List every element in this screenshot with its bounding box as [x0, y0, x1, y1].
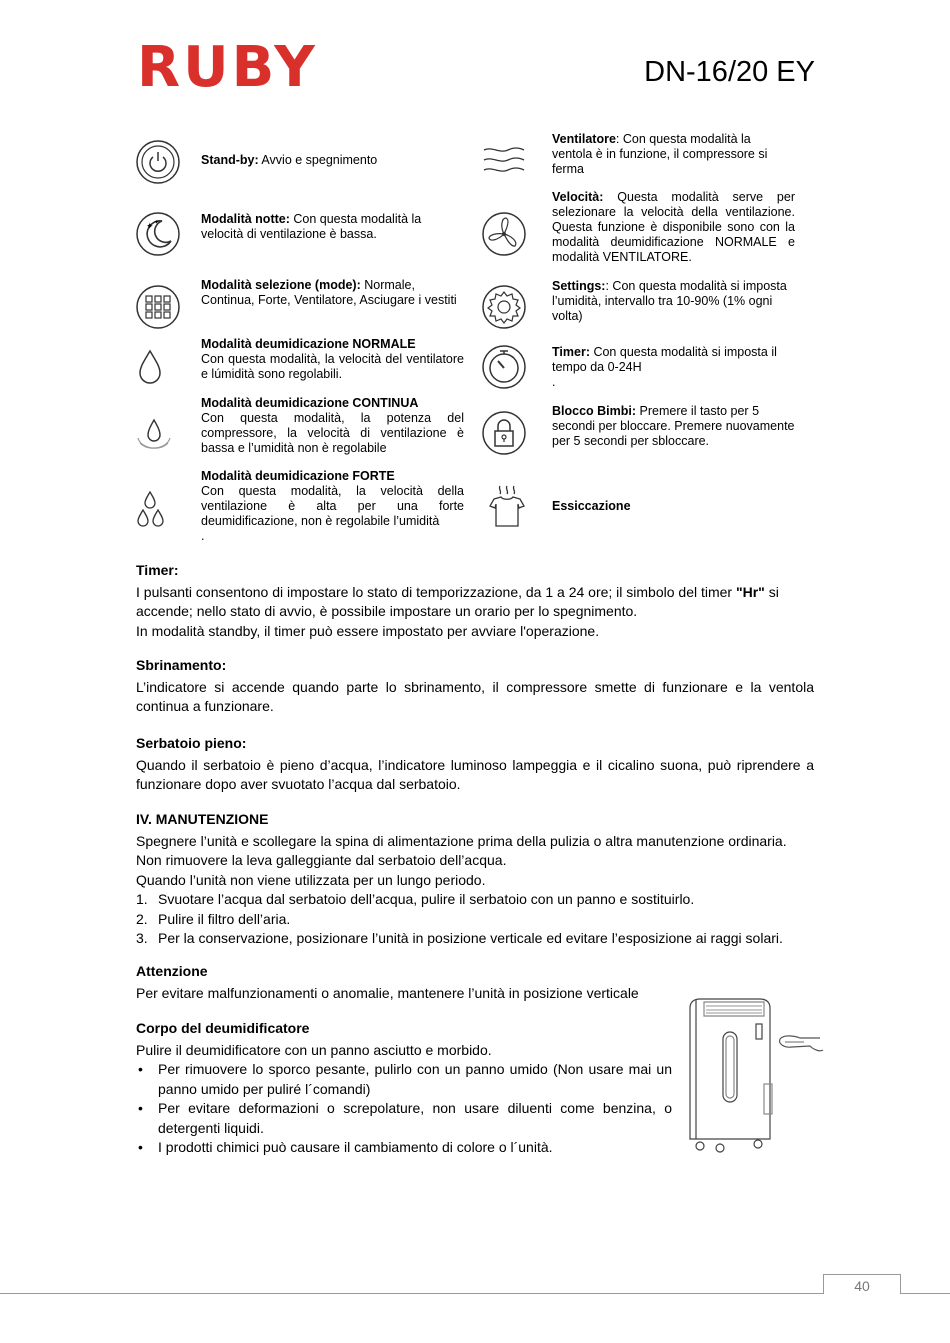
body-intro: Pulire il deumidificatore con un panno asciutto e morbido.	[136, 1041, 492, 1058]
feature-fan: Ventilatore: Con questa modalità la ventola è in funzione, il compressore si ferma	[552, 132, 768, 176]
defrost-section	[136, 656, 814, 717]
feature-normal: Modalità deumidicazione NORMALE Con questa modalità, la velocità del ventilatore e lúmidità sono regolabili.	[201, 337, 464, 381]
feature-speed: Velocità: Questa modalità serve per selezionare la velocità della ventilazione. Questa funzione è disponibile sono con la modalità deumidificazione NORMALE e modalità VENTILATORE.	[552, 190, 795, 264]
defrost-text: L’indicatore si accende quando parte lo sbrinamento, il compressore smette di funzionare e la ventola continua a funzionare.	[136, 678, 814, 714]
tank-heading: Serbatoio pieno:	[136, 735, 247, 751]
body-heading: Corpo del deumidificatore	[136, 1020, 310, 1036]
maintenance-line: Quando l’unità non viene utilizzata per un lungo periodo.	[136, 871, 486, 888]
ruby-logo: RUBY	[137, 35, 318, 100]
feature-settings: Settings:: Con questa modalità si imposta l’umidità, intervallo tra 10-90% (1% ogni volta)	[552, 279, 787, 323]
list-item: 3. Per la conservazione, posizionare l’unità in posizione verticale ed evitare l’esposizione ai raggi solari.	[136, 930, 783, 946]
feature-timer: Timer: Con questa modalità si imposta il tempo da 0-24H .	[552, 345, 777, 389]
mode-grid-icon	[134, 283, 182, 331]
feature-continuous: Modalità deumidicazione CONTINUA Con questa modalità, la potenza del compressore, la velocità di ventilazione è bassa e l’umidità non è regolabile	[201, 396, 464, 455]
body-bullets	[136, 1060, 672, 1158]
model-number: DN-16/20 EY	[644, 56, 815, 88]
three-drops-icon	[132, 486, 180, 534]
list-item: 2. Pulire il filtro dell’aria.	[136, 910, 291, 927]
svg-text:✦: ✦	[146, 222, 154, 232]
feature-night-mode: Modalità notte: Con questa modalità la velocità di ventilazione è bassa.	[201, 212, 422, 241]
feature-strong: Modalità deumidicazione FORTE Con questa modalità, la velocità della ventilazione è alta per una forte deumidificazione, non è regolabile l’umidità .	[201, 469, 464, 543]
maintenance-line: Non rimuovere la leva galleggiante dal serbatoio dell’acqua.	[136, 852, 507, 868]
timer-heading: Timer:	[136, 562, 179, 578]
timer-text-1: I pulsanti consentono di impostare lo stato di temporizzazione, da 1 a 24 ore; il simbolo del timer "Hr" si accende; nello stato di avvio, è possibile impostare un orario per lo spegnimento.	[136, 583, 779, 619]
timer-text-2: In modalità standby, il timer può essere impostato per avviare l'operazione.	[136, 622, 600, 639]
footer-rule	[0, 1293, 950, 1294]
attention-heading: Attenzione	[136, 963, 208, 979]
page-number: 40	[823, 1274, 901, 1294]
feature-standby: Stand-by: Avvio e spegnimento	[201, 153, 378, 167]
timer-icon	[480, 343, 528, 391]
attention-text: Per evitare malfunzionamenti o anomalie, mantenere l’unità in posizione verticale	[136, 984, 639, 1001]
power-icon	[134, 138, 182, 186]
fan-icon	[480, 210, 528, 258]
list-item: • Per evitare deformazioni o screpolature, non usare diluenti come benzina, o detergenti liquidi.	[136, 1099, 672, 1138]
maintenance-steps	[136, 890, 814, 949]
tank-section	[136, 734, 814, 795]
list-item: 1. Svuotare l’acqua dal serbatoio dell’acqua, pulire il serbatoio con un panno e sostituirlo.	[136, 891, 695, 907]
gear-icon	[480, 283, 528, 331]
shirt-dry-icon	[484, 482, 532, 530]
lock-icon	[480, 409, 528, 457]
maintenance-heading: IV. MANUTENZIONE	[136, 811, 269, 827]
wind-icon	[480, 136, 528, 184]
maintenance-section	[136, 810, 814, 949]
feature-child-lock: Blocco Bimbi: Premere il tasto per 5 secondi per bloccare. Premere nuovamente per 5 secondi per sbloccare.	[552, 404, 795, 448]
feature-mode-select: Modalità selezione (mode): Normale, Continua, Forte, Ventilatore, Asciugare i vestiti	[201, 278, 457, 307]
tank-text: Quando il serbatoio è pieno d’acqua, l’indicatore luminoso lampeggia e il cicalino suona, può riprendere a funzionare dopo aver svuotato l’acqua dal serbatoio.	[136, 756, 814, 792]
feature-drying: Essiccazione	[552, 499, 631, 513]
drop-hand-icon	[130, 410, 178, 458]
list-item: • I prodotti chimici può causare il cambiamento di colore o l´unità.	[136, 1138, 672, 1158]
maintenance-line: Spegnere l’unità e scollegare la spina di alimentazione prima della pulizia o altra manutenzione ordinaria.	[136, 832, 787, 849]
dehumidifier-illustration	[680, 994, 825, 1159]
defrost-heading: Sbrinamento:	[136, 657, 227, 673]
svg-text:✦: ✦	[154, 219, 160, 226]
list-item: • Per rimuovere lo sporco pesante, pulirlo con un panno umido (Non usare mai un panno umido per puliré l´comandi)	[136, 1060, 672, 1099]
moon-icon	[134, 210, 182, 258]
drop-icon	[126, 343, 174, 391]
timer-section	[136, 561, 814, 641]
